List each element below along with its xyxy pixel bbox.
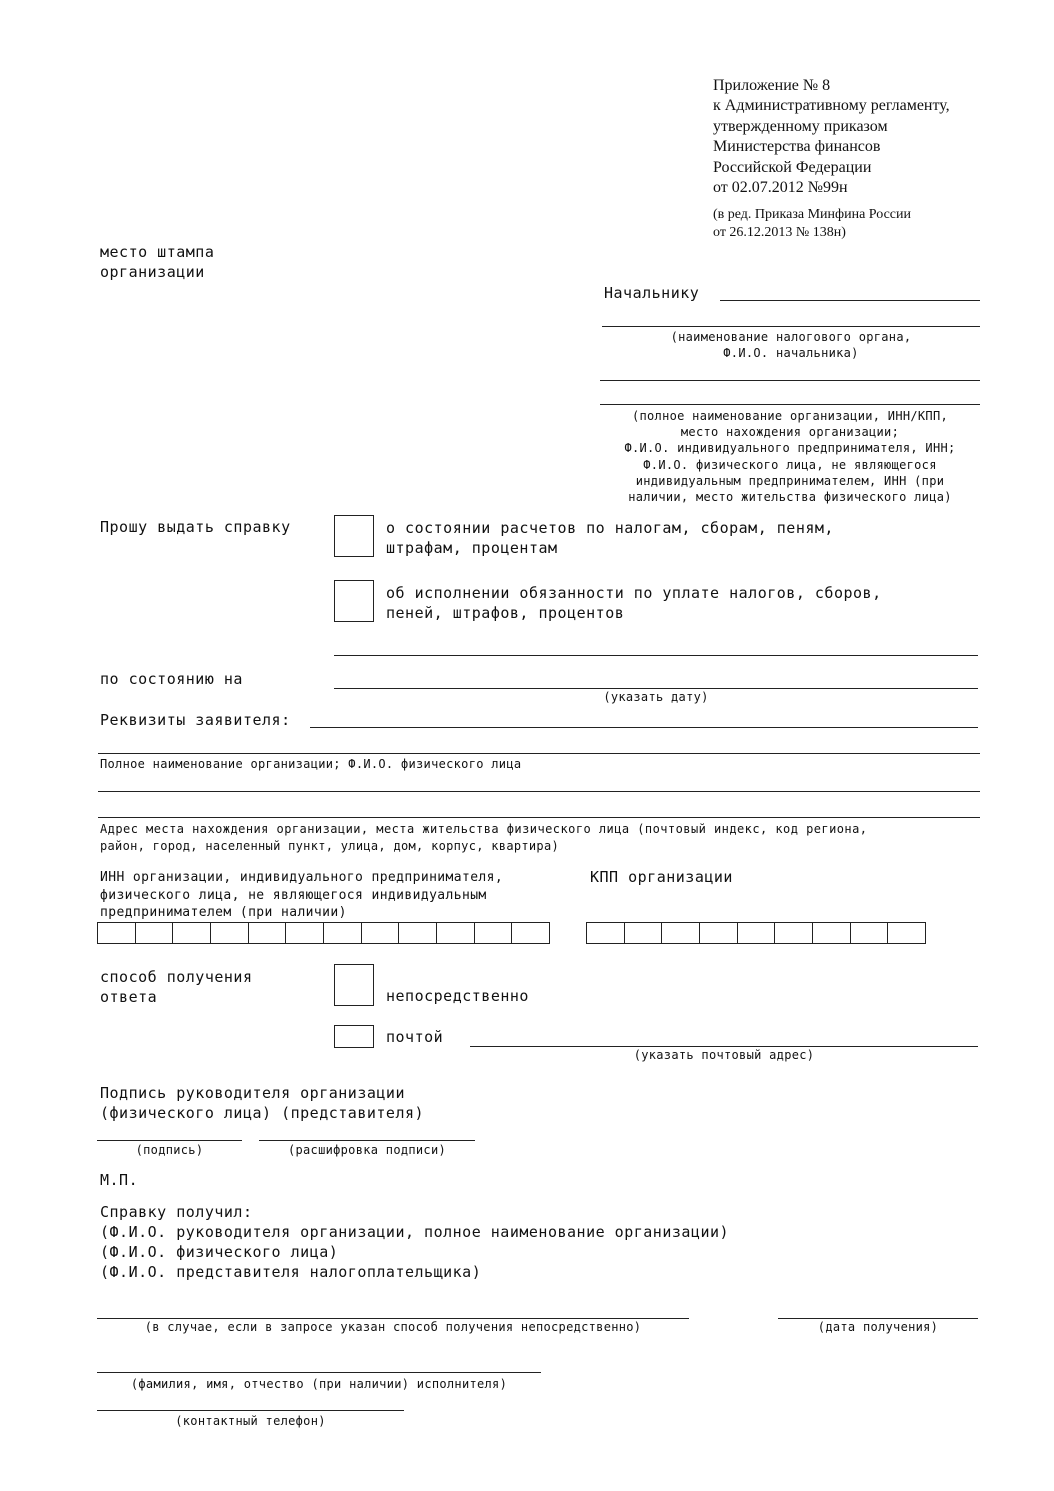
digit-cell[interactable] (437, 923, 475, 943)
appendix-line: к Административному регламенту, (713, 97, 950, 115)
signature-title-line: Подпись руководителя организации (100, 1084, 405, 1102)
stamp-place (100, 242, 214, 282)
address-hint (100, 821, 980, 854)
addressee-hint-1 (602, 329, 980, 361)
received-title (100, 1202, 729, 1282)
as-of-hint: (указать дату) (603, 690, 709, 704)
hint-line: Ф.И.О. индивидуального предпринимателя, ИНН; (624, 441, 956, 456)
revision-line: от 26.12.2013 № 138н) (713, 225, 846, 240)
request-extra-line[interactable] (334, 655, 978, 656)
inn-input[interactable] (97, 922, 550, 944)
hint-line: наличии, место жительства физического лица) (628, 490, 952, 505)
delivery-label-line: ответа (100, 988, 158, 1006)
digit-cell[interactable] (738, 923, 776, 943)
name-line[interactable] (98, 753, 980, 754)
mail-hint: (указать почтовый адрес) (633, 1048, 815, 1062)
revision-note (713, 206, 911, 242)
digit-cell[interactable] (475, 923, 513, 943)
signature-title-line: (физического лица) (представителя) (100, 1104, 425, 1122)
address-line-2[interactable] (98, 817, 980, 818)
direct-checkbox[interactable] (334, 964, 374, 1006)
digit-cell[interactable] (512, 923, 549, 943)
inn-label-line: ИНН организации, индивидуального предпринимателя, (100, 870, 504, 885)
digit-cell[interactable] (286, 923, 324, 943)
digit-cell[interactable] (249, 923, 287, 943)
addressee-hint-2 (596, 408, 984, 505)
option2-checkbox[interactable] (334, 580, 374, 622)
option1-checkbox[interactable] (334, 515, 374, 557)
applicant-line[interactable] (600, 380, 980, 381)
requisites-line[interactable] (310, 727, 978, 728)
request-label: Прошу выдать справку (100, 518, 291, 536)
inn-label (100, 869, 503, 922)
digit-cell[interactable] (362, 923, 400, 943)
revision-line: (в ред. Приказа Минфина России (713, 207, 911, 222)
digit-cell[interactable] (399, 923, 437, 943)
digit-cell[interactable] (211, 923, 249, 943)
received-line: (Ф.И.О. руководителя организации, полное наименование организации) (100, 1223, 730, 1241)
name-hint: Полное наименование организации; Ф.И.О. физического лица (100, 757, 522, 771)
received-line: (Ф.И.О. физического лица) (100, 1243, 339, 1261)
digit-cell[interactable] (625, 923, 663, 943)
appendix-line: Министерства финансов (713, 138, 881, 156)
mail-address-line[interactable] (470, 1046, 978, 1047)
received-date-line[interactable] (778, 1318, 978, 1319)
option1-text (386, 518, 834, 558)
digit-cell[interactable] (851, 923, 889, 943)
stamp-line: место штампа (100, 243, 215, 261)
received-line: Справку получил: (100, 1203, 253, 1221)
kpp-input[interactable] (586, 922, 926, 944)
hint-line: Ф.И.О. начальника) (723, 346, 859, 360)
digit-cell[interactable] (775, 923, 813, 943)
phone-hint: (контактный телефон) (175, 1414, 326, 1428)
decode-hint: (расшифровка подписи) (287, 1143, 447, 1157)
address-hint-line: Адрес места нахождения организации, места жительства физического лица (почтовый индекс, код региона, (100, 822, 868, 836)
delivery-label (100, 967, 253, 1007)
option-line: пеней, штрафов, процентов (386, 604, 625, 622)
addressee-line-2[interactable] (602, 326, 980, 327)
kpp-label: КПП организации (590, 868, 733, 886)
stamp-line: организации (100, 263, 205, 281)
as-of-label: по состоянию на (100, 670, 243, 688)
digit-cell[interactable] (136, 923, 174, 943)
case-hint: (в случае, если в запросе указан способ получения непосредственно) (144, 1320, 642, 1334)
inn-label-line: предпринимателем (при наличии) (100, 905, 347, 920)
direct-label: непосредственно (386, 987, 529, 1005)
option-line: о состоянии расчетов по налогам, сборам, пеням, (386, 519, 834, 537)
appendix-line: Приложение № 8 (713, 77, 831, 94)
hint-line: индивидуальным предпринимателем, ИНН (при (635, 473, 945, 488)
date-hint: (дата получения) (817, 1320, 939, 1334)
mail-checkbox[interactable] (334, 1025, 374, 1048)
appendix-line: Российской Федерации (713, 158, 872, 176)
decode-line[interactable] (259, 1140, 475, 1141)
addressee-line-1[interactable] (720, 300, 980, 301)
digit-cell[interactable] (98, 923, 136, 943)
mail-label: почтой (386, 1028, 444, 1046)
digit-cell[interactable] (700, 923, 738, 943)
signature-title (100, 1083, 424, 1123)
digit-cell[interactable] (173, 923, 211, 943)
hint-line: место нахождения организации; (680, 425, 900, 440)
digit-cell[interactable] (813, 923, 851, 943)
option2-text (386, 583, 882, 623)
appendix-header (713, 76, 950, 198)
digit-cell[interactable] (587, 923, 625, 943)
hint-line: (наименование налогового органа, (670, 330, 912, 344)
sign-hint: (подпись) (135, 1143, 204, 1157)
inn-label-line: физического лица, не являющегося индивидуальным (100, 887, 487, 903)
option-line: об исполнении обязанности по уплате налогов, сборов, (386, 584, 882, 602)
address-line-1[interactable] (98, 791, 980, 792)
received-line: (Ф.И.О. представителя налогоплательщика) (100, 1263, 482, 1281)
digit-cell[interactable] (324, 923, 362, 943)
appendix-line: от 02.07.2012 №99н (713, 179, 848, 197)
requisites-label: Реквизиты заявителя: (100, 711, 291, 729)
received-name-line[interactable] (97, 1318, 689, 1319)
sign-line[interactable] (97, 1140, 242, 1141)
addressee-label: Начальнику (604, 284, 700, 302)
delivery-label-line: способ получения (100, 968, 253, 986)
hint-line: Ф.И.О. физического лица, не являющегося (643, 457, 937, 472)
hint-line: (полное наименование организации, ИНН/КПП, (631, 409, 949, 423)
appendix-line: утвержденному приказом (713, 117, 888, 135)
address-hint-line: район, город, населенный пункт, улица, дом, корпус, квартира) (100, 838, 560, 853)
executor-line[interactable] (97, 1372, 541, 1373)
executor-hint: (фамилия, имя, отчество (при наличии) исполнителя) (130, 1377, 508, 1391)
digit-cell[interactable] (888, 923, 925, 943)
as-of-date-line[interactable] (334, 688, 978, 689)
applicant-line-2[interactable] (600, 404, 980, 405)
option-line: штрафам, процентам (386, 539, 558, 557)
phone-line[interactable] (97, 1410, 404, 1411)
digit-cell[interactable] (662, 923, 700, 943)
seal-label: М.П. (100, 1171, 139, 1189)
